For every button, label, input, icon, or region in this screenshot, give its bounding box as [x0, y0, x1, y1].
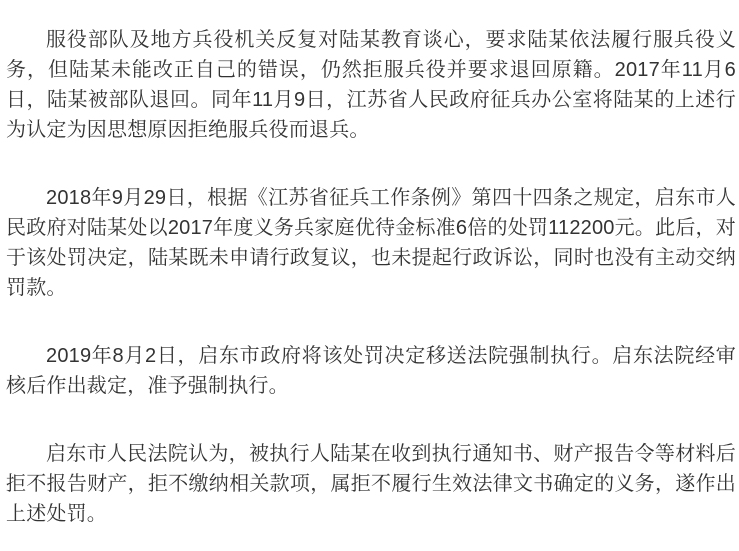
paragraph-service-refusal: 服役部队及地方兵役机关反复对陆某教育谈心，要求陆某依法履行服兵役义务，但陆某未能改正自己的错误，仍然拒服兵役并要求退回原籍。2017年11月6日，陆某被部队退回。同年11月9日，江苏省人民政府征兵办公室将陆某的上述行为认定为因思想原因拒绝服兵役而退兵。 — [6, 29, 736, 141]
paragraph-court-opinion: 启东市人民法院认为，被执行人陆某在收到执行通知书、财产报告令等材料后拒不报告财产，拒不缴纳相关款项，属拒不履行生效法律文书确定的义务，遂作出上述处罚。 — [6, 443, 736, 525]
paragraph-penalty-decision: 2018年9月29日，根据《江苏省征兵工作条例》第四十四条之规定，启东市人民政府对陆某处以2017年度义务兵家庭优待金标准6倍的处罚112200元。此后，对于该处罚决定，陆某既未申请行政复议，也未提起行政诉讼，同时也没有主动交纳罚款。 — [6, 187, 736, 299]
paragraph-court-enforcement: 2019年8月2日，启东市政府将该处罚决定移送法院强制执行。启东法院经审核后作出裁定，准予强制执行。 — [6, 345, 736, 397]
